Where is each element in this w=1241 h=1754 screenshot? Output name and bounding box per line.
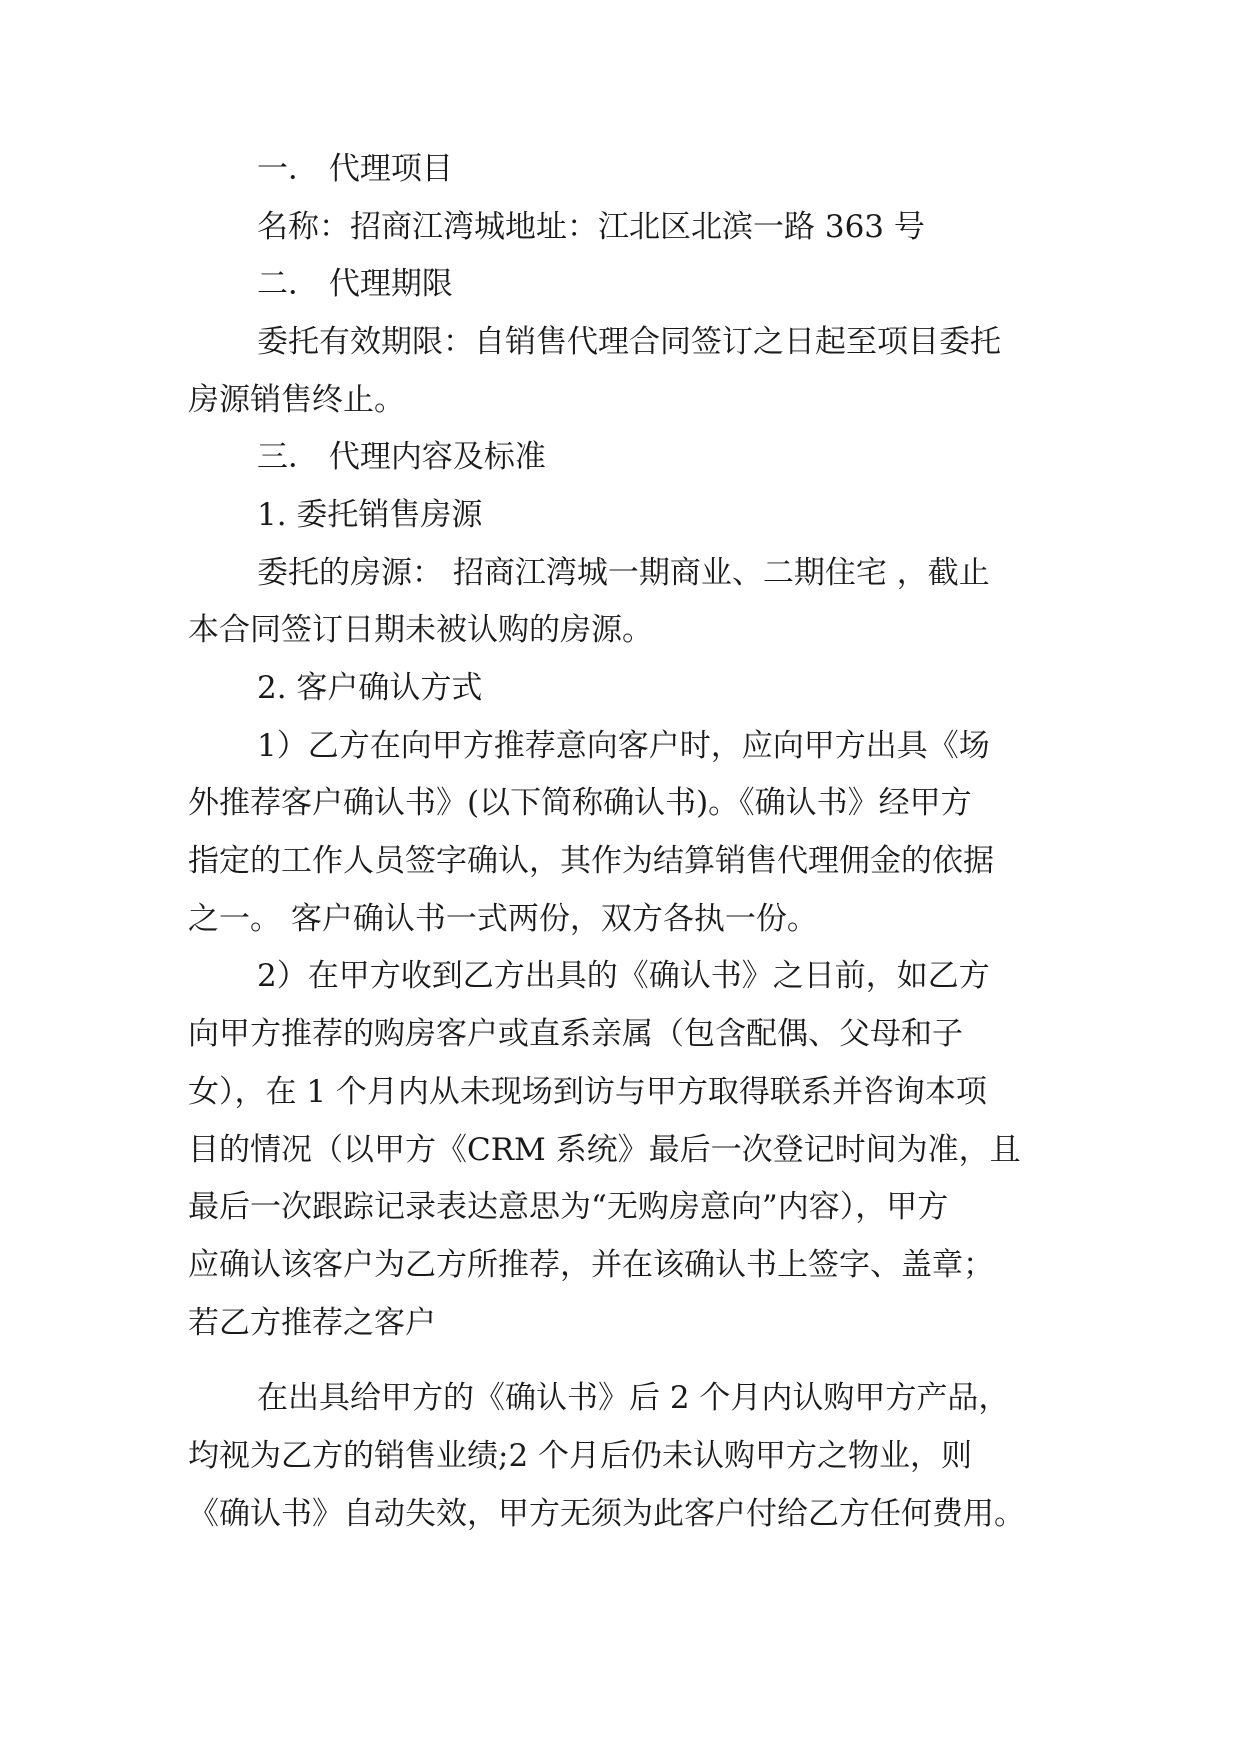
paragraph-line: 若乙方推荐之客户 <box>188 1305 436 1341</box>
paragraph-line: 本合同签订日期未被认购的房源。 <box>188 612 653 648</box>
paragraph-line: 最后一次跟踪记录表达意思为“无购房意向”内容），甲方 <box>188 1189 949 1225</box>
section-heading-3: 三． 代理内容及标准 <box>257 439 546 475</box>
paragraph-line: 向甲方推荐的购房客户或直系亲属（包含配偶、父母和子 <box>188 1016 963 1052</box>
section-heading-1: 一． 代理项目 <box>257 151 453 187</box>
paragraph-line: 委托有效期限：自销售代理合同签订之日起至项目委托 <box>257 324 1001 360</box>
paragraph-line: 女），在 1 个月内从未现场到访与甲方取得联系并咨询本项 <box>188 1074 987 1110</box>
paragraph-line: 1）乙方在向甲方推荐意向客户时，应向甲方出具《场 <box>257 728 990 764</box>
paragraph-line: 指定的工作人员签字确认，其作为结算销售代理佣金的依据 <box>188 843 994 879</box>
paragraph-line: 目的情况（以甲方《CRM 系统》最后一次登记时间为准，且 <box>188 1132 1021 1168</box>
paragraph-line: 房源销售终止。 <box>188 382 405 418</box>
paragraph-line: 2）在甲方收到乙方出具的《确认书》之日前，如乙方 <box>257 958 990 994</box>
paragraph-line: 名称：招商江湾城地址：江北区北滨一路 363 号 <box>257 209 925 245</box>
paragraph-line: 《确认书》自动失效，甲方无须为此客户付给乙方任何费用。 <box>188 1496 1025 1532</box>
paragraph-line: 外推荐客户确认书》(以下简称确认书)。《确认书》经甲方 <box>188 785 972 821</box>
subsection-heading-2: 2. 客户确认方式 <box>257 670 483 706</box>
paragraph-line: 之一。 客户确认书一式两份，双方各执一份。 <box>188 901 818 937</box>
paragraph-line: 在出具给甲方的《确认书》后 2 个月内认购甲方产品， <box>257 1380 1010 1416</box>
section-heading-2: 二． 代理期限 <box>257 266 453 302</box>
subsection-heading-1: 1. 委托销售房源 <box>257 497 483 533</box>
paragraph-line: 委托的房源： 招商江湾城一期商业、二期住宅 ，截止 <box>257 555 990 591</box>
paragraph-line: 均视为乙方的销售业绩;2 个月后仍未认购甲方之物业，则 <box>188 1438 973 1474</box>
paragraph-line: 应确认该客户为乙方所推荐，并在该确认书上签字、盖章； <box>188 1247 994 1283</box>
